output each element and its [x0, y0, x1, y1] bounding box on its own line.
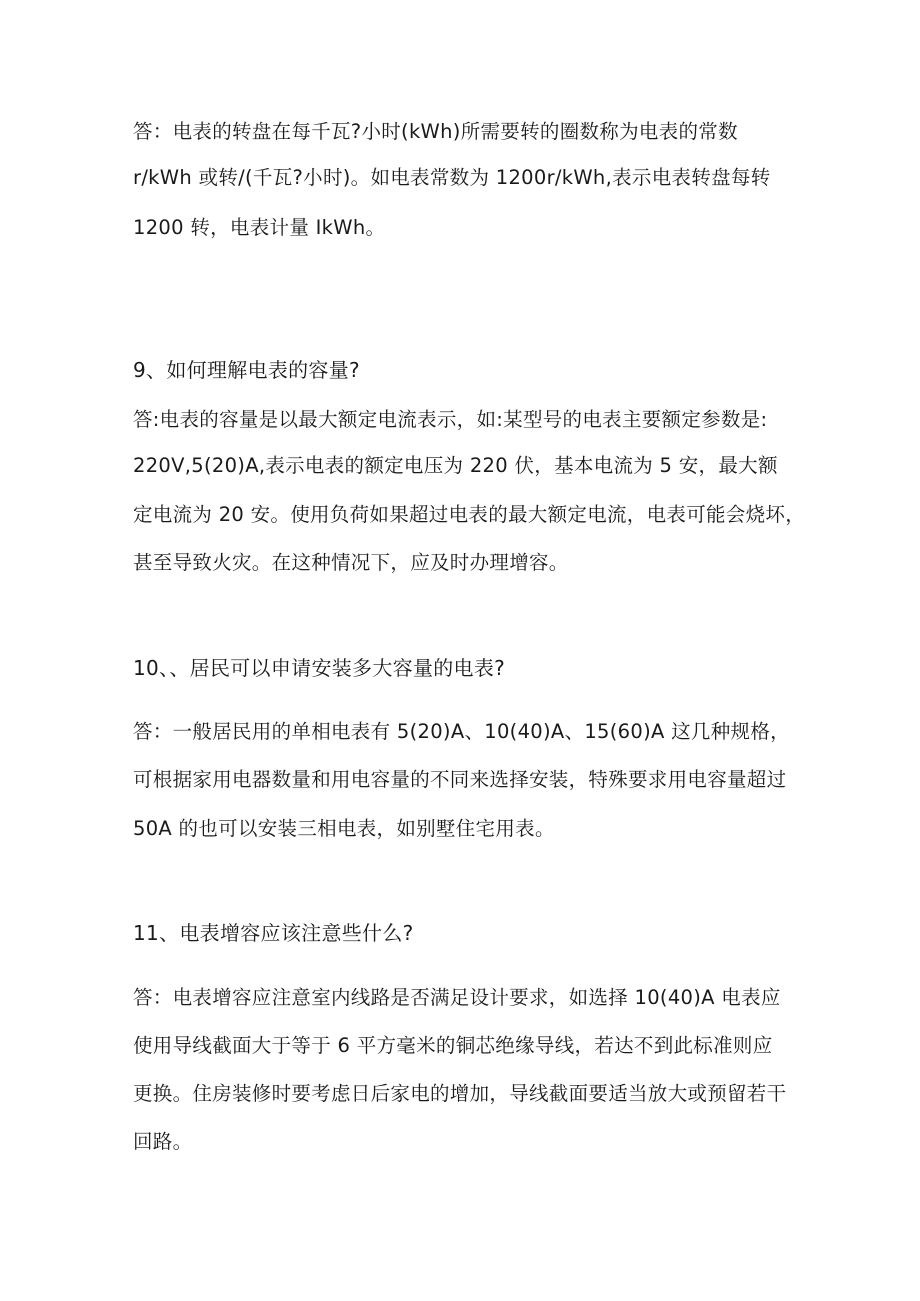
question-9-heading: 9、如何理解电表的容量?: [133, 358, 360, 382]
answer-9-line-2: 220V,5(20)A,表示电表的额定电压为 220 伏，基本电流为 5 安，最大额: [133, 454, 778, 477]
question-11-heading: 11、电表增容应该注意些什么?: [133, 921, 414, 945]
answer-11-line-1: 答：电表增容应注意室内线路是否满足设计要求，如选择 10(40)A 电表应: [133, 986, 781, 1009]
answer-8-line-1: 答：电表的转盘在每千瓦?小时(kWh)所需要转的圈数称为电表的常数: [133, 120, 738, 143]
answer-11-line-3: 更换。住房装修时要考虑日后家电的增加，导线截面要适当放大或预留若干: [133, 1082, 787, 1105]
answer-10-line-2: 可根据家用电器数量和用电容量的不同来选择安装，特殊要求用电容量超过: [133, 768, 787, 791]
answer-10-line-1: 答：一般居民用的单相电表有 5(20)A、10(40)A、15(60)A 这几种规格，: [133, 720, 790, 743]
question-10-heading: 10、、居民可以申请安装多大容量的电表?: [133, 656, 506, 680]
answer-11-line-4: 回路。: [133, 1130, 193, 1153]
answer-9-line-3: 定电流为 20 安。使用负荷如果超过电表的最大额定电流，电表可能会烧坏，: [133, 503, 806, 526]
answer-9-line-4: 甚至导致火灾。在这种情况下，应及时办理增容。: [133, 551, 569, 574]
answer-11-line-2: 使用导线截面大于等于 6 平方毫米的铜芯绝缘导线，若达不到此标准则应: [133, 1034, 773, 1057]
answer-8-line-3: 1200 转，电表计量 IkWh。: [133, 216, 386, 239]
answer-10-line-3: 50A 的也可以安装三相电表，如别墅住宅用表。: [133, 817, 555, 840]
answer-8-line-2: r/kWh 或转/(千瓦?小时)。如电表常数为 1200r/kWh,表示电表转盘每转: [133, 166, 771, 189]
answer-9-line-1: 答:电表的容量是以最大额定电流表示，如:某型号的电表主要额定参数是:: [133, 408, 768, 431]
